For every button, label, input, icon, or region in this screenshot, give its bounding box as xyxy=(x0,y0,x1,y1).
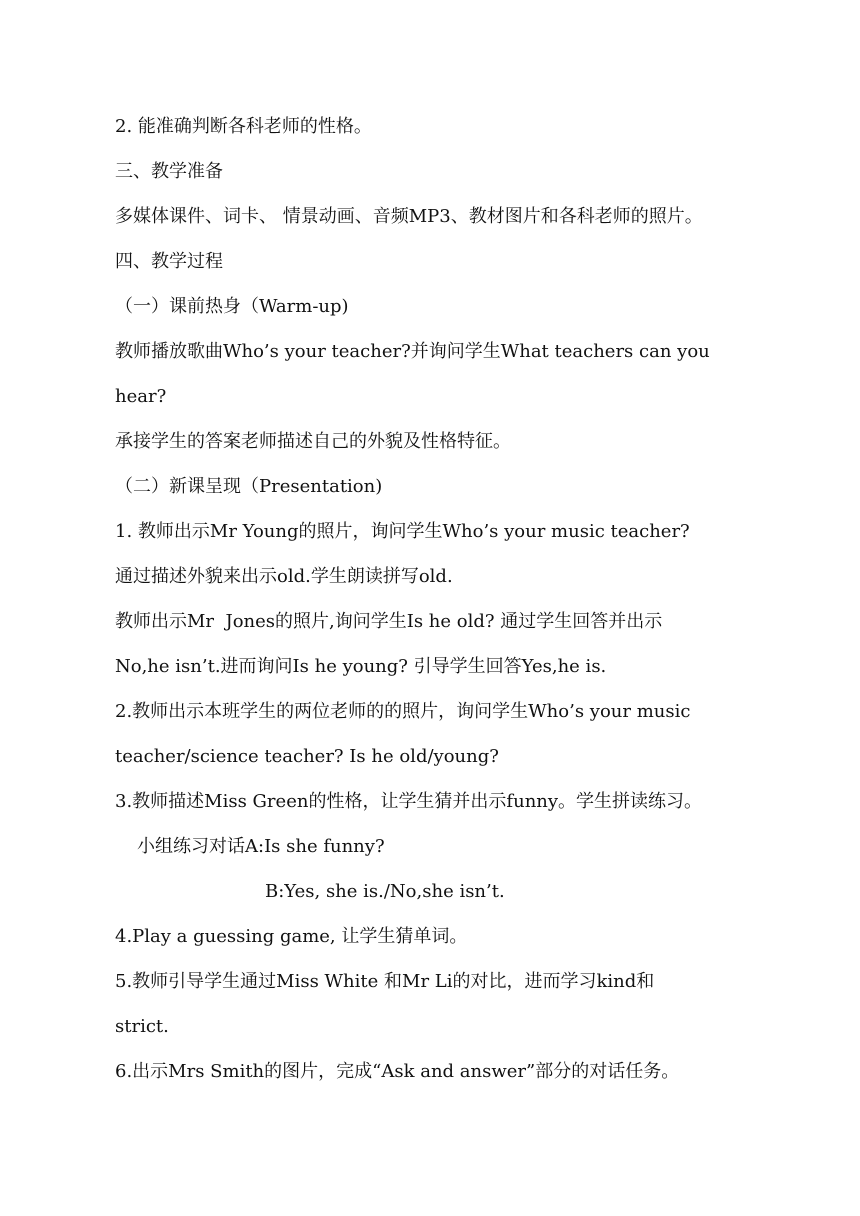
objective-2: 2. 能准确判断各科老师的性格。 xyxy=(115,116,372,137)
section-heading-process: 四、教学过程 xyxy=(115,251,223,272)
step-6: 6.出示Mrs Smith的图片，完成“Ask and answer”部分的对话任务。 xyxy=(115,1061,680,1082)
step-1-line-1: 1. 教师出示Mr Young的照片，询问学生Who’s your music teacher? xyxy=(115,521,690,542)
step-1-line-4: No,he isn’t.进而询问Is he young? 引导学生回答Yes,he is. xyxy=(115,656,607,677)
dialogue-line-b: B:Yes, she is./No,she isn’t. xyxy=(265,881,505,902)
step-2-line-1: 2.教师出示本班学生的两位老师的的照片，询问学生Who’s your music xyxy=(115,701,691,722)
warm-up-text-line-1: 教师播放歌曲Who’s your teacher?并询问学生What teachers can you xyxy=(115,341,710,362)
step-1-line-2: 通过描述外貌来出示old.学生朗读拼写old. xyxy=(115,566,453,587)
step-5-line-1: 5.教师引导学生通过Miss White 和Mr Li的对比，进而学习kind和 xyxy=(115,971,655,992)
warm-up-text-line-3: 承接学生的答案老师描述自己的外貌及性格特征。 xyxy=(115,431,511,452)
step-4: 4.Play a guessing game, 让学生猜单词。 xyxy=(115,926,468,947)
warm-up-text-line-2: hear? xyxy=(115,386,167,407)
subheading-warm-up: （一）课前热身（Warm-up) xyxy=(115,296,349,317)
preparation-materials: 多媒体课件、词卡、 情景动画、音频MP3、教材图片和各科老师的照片。 xyxy=(115,206,703,227)
dialogue-line-a: 小组练习对话A:Is she funny? xyxy=(137,836,385,857)
step-3-line-1: 3.教师描述Miss Green的性格，让学生猜并出示funny。学生拼读练习。 xyxy=(115,791,703,812)
step-1-line-3: 教师出示Mr Jones的照片,询问学生Is he old? 通过学生回答并出示 xyxy=(115,611,663,632)
step-2-line-2: teacher/science teacher? Is he old/young? xyxy=(115,746,499,767)
subheading-presentation: （二）新课呈现（Presentation) xyxy=(115,476,383,497)
step-5-line-2: strict. xyxy=(115,1016,169,1037)
section-heading-preparation: 三、教学准备 xyxy=(115,161,223,182)
